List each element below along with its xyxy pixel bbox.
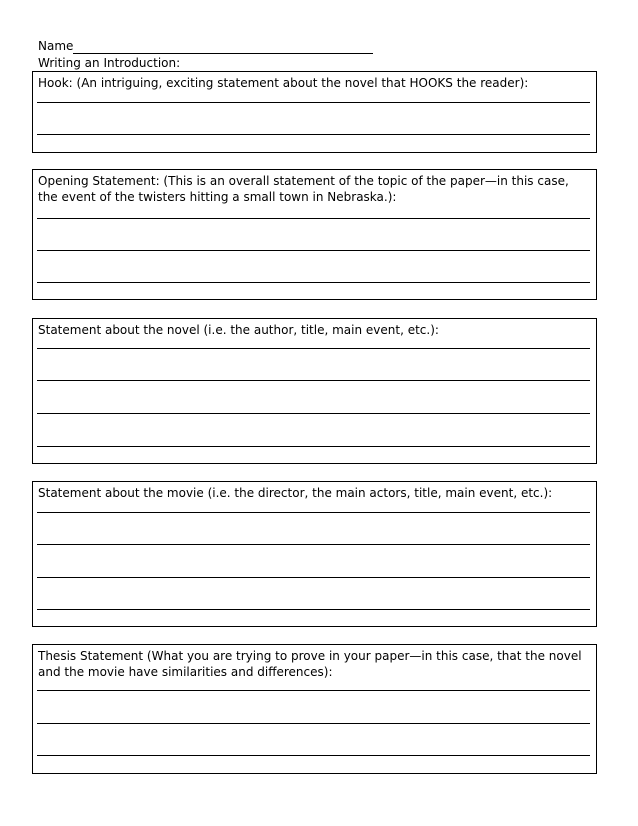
hook-answer-line-2[interactable] (37, 134, 590, 135)
opening-answer-line-1[interactable] (37, 218, 590, 219)
movie-answer-line-2[interactable] (37, 544, 590, 545)
thesis-answer-line-3[interactable] (37, 755, 590, 756)
thesis-statement-section (32, 644, 597, 774)
movie-answer-line-1[interactable] (37, 512, 590, 513)
novel-answer-line-4[interactable] (37, 446, 590, 447)
novel-answer-line-3[interactable] (37, 413, 590, 414)
name-field[interactable] (73, 40, 373, 54)
worksheet-subtitle: Writing an Introduction: (38, 56, 181, 70)
opening-statement-section (32, 169, 597, 300)
movie-statement-section (32, 481, 597, 627)
thesis-answer-line-2[interactable] (37, 723, 590, 724)
opening-answer-line-2[interactable] (37, 250, 590, 251)
hook-answer-line-1[interactable] (37, 102, 590, 103)
novel-statement-section (32, 318, 597, 464)
movie-answer-line-3[interactable] (37, 577, 590, 578)
hook-prompt: Hook: (An intriguing, exciting statement about the novel that HOOKS the reader): (38, 76, 529, 90)
novel-answer-line-2[interactable] (37, 380, 590, 381)
name-row (38, 38, 373, 54)
novel-answer-line-1[interactable] (37, 348, 590, 349)
movie-statement-prompt: Statement about the movie (i.e. the director, the main actors, title, main event, etc.): (38, 486, 553, 500)
novel-statement-prompt: Statement about the novel (i.e. the author, title, main event, etc.): (38, 323, 439, 337)
movie-answer-line-4[interactable] (37, 609, 590, 610)
thesis-statement-prompt: Thesis Statement (What you are trying to prove in your paper—in this case, that the novel and the movie have similarities and differences): (38, 649, 582, 679)
opening-statement-prompt: Opening Statement: (This is an overall statement of the topic of the paper—in this case, the event of the twisters hitting a small town in Nebraska.): (38, 174, 569, 204)
hook-section (32, 71, 597, 153)
thesis-answer-line-1[interactable] (37, 690, 590, 691)
name-label: Name (38, 39, 74, 53)
opening-answer-line-3[interactable] (37, 282, 590, 283)
